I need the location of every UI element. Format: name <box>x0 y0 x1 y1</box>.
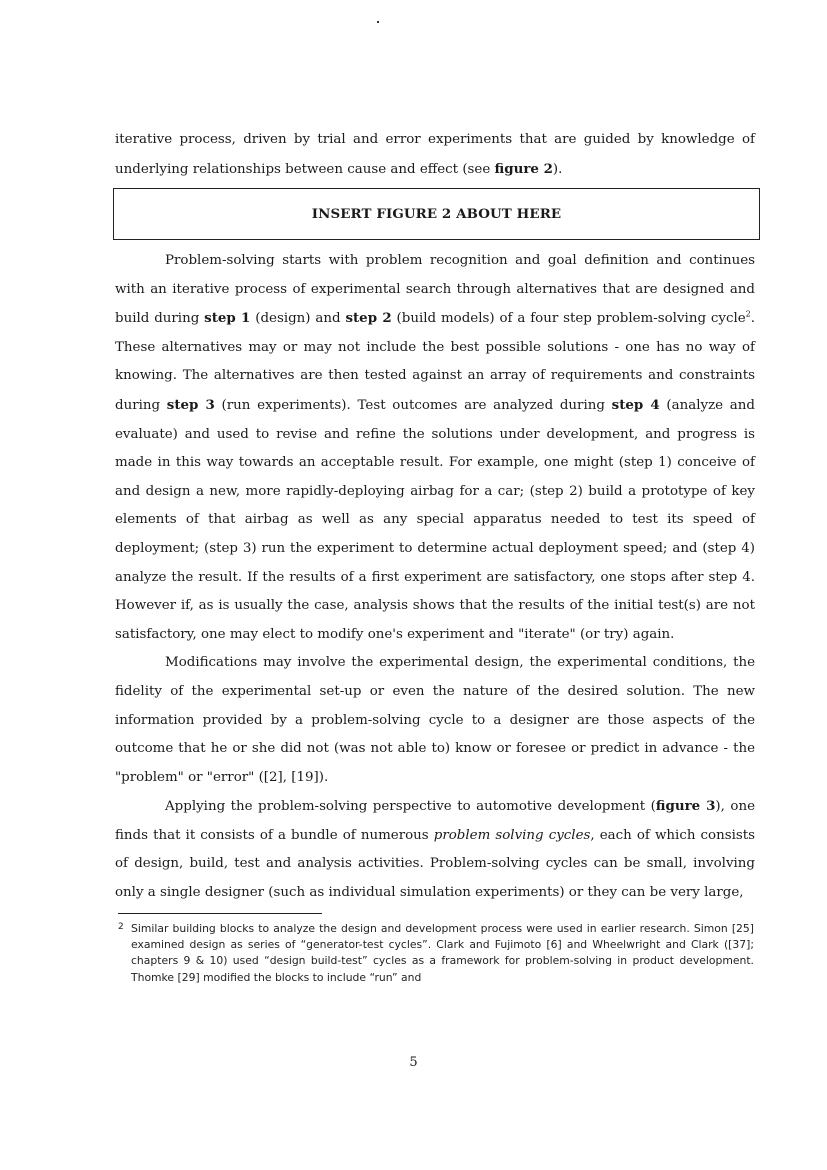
para1-text-c: (build models) of a four step problem-solving cycle <box>391 311 746 327</box>
figure-placeholder-box <box>113 188 760 240</box>
page-number: 5 <box>409 1055 418 1070</box>
figure-3-reference: figure 3 <box>655 798 716 815</box>
intro-end: ). <box>552 161 563 177</box>
para1-text-a: Problem-solving starts with problem recognition and goal definition and continues with an iterative process of experimental search through alternatives that are designed and build during <box>115 253 755 327</box>
paragraph-automotive <box>115 792 755 907</box>
intro-text: iterative process, driven by trial and error experiments that are guided by knowledge of underlying relationships between cause and effect (see <box>115 132 755 177</box>
footnote-divider <box>118 913 322 914</box>
main-text <box>115 247 755 908</box>
footnote-marker: 2 <box>745 309 751 319</box>
para1-text-f: (analyze and evaluate) and used to revise and refine the solutions under development, and progress is made in this way towards an acceptable result. For example, one might (step 1) conceive of and design a new, more rapidly-deploying airbag for a car; (step 2) build a prototype of key elements of that airbag as well as any special apparatus needed to test its speed of deployment; (step 3) run the experiment to determine actual deployment speed; and (step 4) analyze the result. If the results of a first experiment are satisfactory, one stops after step 4. However if, as is usually the case, analysis shows that the results of the initial test(s) are not satisfactory, one may elect to modify one's experiment and "iterate" (or try) again. <box>115 397 755 642</box>
intro-paragraph <box>115 126 755 184</box>
para1-text-d: . These alternatives may or may not include the best possible solutions - one has no way of knowing. The alternatives are then tested against an array of requirements and constraints during <box>115 311 756 413</box>
footnote <box>118 921 754 986</box>
para1-text-b: (design) and <box>250 311 346 327</box>
footnote-number: 2 <box>118 922 124 932</box>
scan-speck <box>377 21 379 23</box>
emphasis-term: problem solving cycles <box>433 827 591 843</box>
step-3-term: step 3 <box>166 396 215 413</box>
footnote-text: Similar building blocks to analyze the design and development process were used in earlier research. Simon [25] examined design as series of “generator-test cycles”. Clark and Fujimoto [6] and Wheelwright and Clark ([37]; chapters 9 & 10) used “design build-test” cycles as a framework for problem-solving in product development. Thomke [29] modified the blocks to include “run” and <box>131 922 754 984</box>
para3-text-c: , each of which consists of design, build, test and analysis activities. Problem-solving cycles can be small, involving only a single designer (such as individual simulation experiments) or they can be very large, <box>115 827 755 901</box>
figure-placeholder-label: INSERT FIGURE 2 ABOUT HERE <box>311 206 562 222</box>
para3-text-a: Applying the problem-solving perspective to automotive development ( <box>165 799 656 815</box>
paragraph-modifications <box>115 649 755 792</box>
step-2-term: step 2 <box>345 310 392 327</box>
para1-text-e: (run experiments). Test outcomes are analyzed during <box>214 397 612 413</box>
paragraph-problem-solving <box>115 247 755 649</box>
figure-2-reference: figure 2 <box>494 160 553 177</box>
para2-text: Modifications may involve the experimental design, the experimental conditions, the fidelity of the experimental set-up or even the nature of the desired solution. The new information provided by a problem-solving cycle to a designer are those aspects of the outcome that he or she did not (was not able to) know or foresee or predict in advance - the "problem" or "error" ([2], [19]). <box>115 655 755 785</box>
step-4-term: step 4 <box>611 396 660 413</box>
step-1-term: step 1 <box>204 310 251 327</box>
para3-text-b: ), one finds that it consists of a bundle of numerous <box>115 799 755 843</box>
